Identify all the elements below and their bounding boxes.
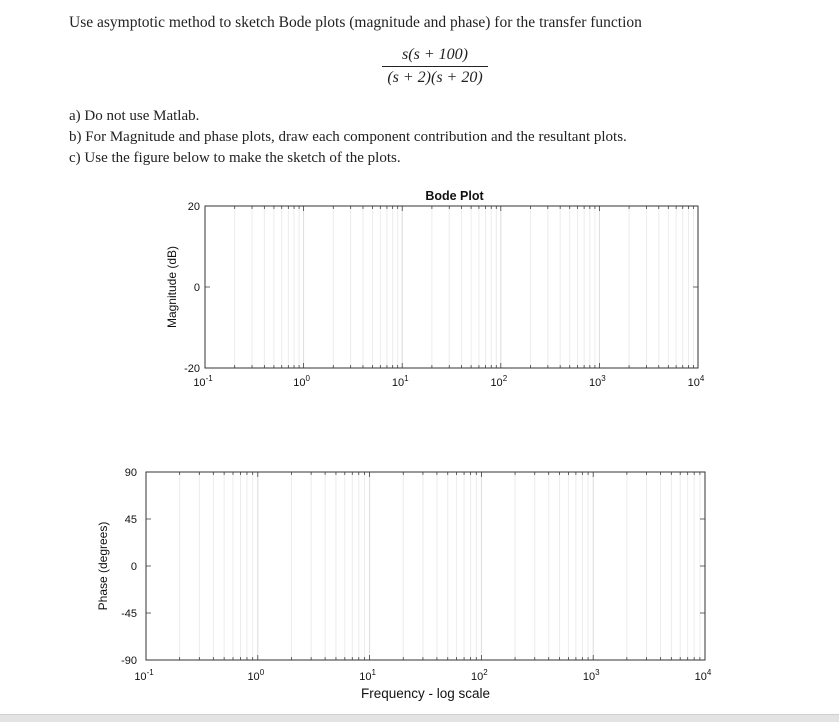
mag-axes-box (205, 206, 698, 368)
part-a: a) Do not use Matlab. (69, 108, 200, 124)
mag-x-tick-label: $10^4$ (687, 374, 705, 389)
phase-y-tick-label: 90 (124, 467, 137, 479)
tf-denominator: (s + 2)(s + 20) (387, 69, 483, 86)
mag-plot (165, 189, 705, 389)
mag-x-tick-label: $10^1$ (391, 374, 409, 389)
phase-x-tick-label: $10^1$ (359, 668, 376, 683)
phase-plot (96, 467, 712, 701)
phase-y-tick-label: 0 (130, 561, 137, 573)
question-prompt: Use asymptotic method to sketch Bode plots (magnitude and phase) for the transfer function (69, 14, 642, 31)
part-c: c) Use the figure below to make the sketch of the plots. (69, 150, 401, 166)
phase-y-tick-label: -90 (121, 655, 137, 667)
tf-numerator: s(s + 100) (402, 46, 468, 63)
phase-x-tick-label: $10^{-1}$ (134, 668, 154, 683)
mag-y-axis-label: Magnitude (dB) (165, 245, 179, 329)
phase-y-axis-label: Phase (degrees) (96, 521, 110, 611)
mag-y-tick-label: -20 (184, 363, 200, 375)
phase-axes-box (146, 472, 705, 660)
phase-x-tick-label: $10^2$ (471, 668, 488, 683)
mag-x-tick-label: $10^3$ (589, 374, 606, 389)
mag-y-tick-label: 0 (193, 282, 200, 294)
x-axis-label: Frequency - log scale (360, 686, 491, 701)
chart-title: Bode Plot (425, 189, 484, 203)
phase-y-tick-label: 45 (124, 514, 137, 526)
phase-x-tick-label: $10^4$ (694, 668, 712, 683)
mag-x-tick-label: $10^2$ (490, 374, 508, 389)
phase-x-tick-label: $10^0$ (247, 668, 265, 683)
mag-x-tick-label: $10^{-1}$ (193, 374, 213, 389)
phase-y-tick-label: -45 (121, 608, 137, 620)
mag-x-tick-label: $10^0$ (293, 374, 310, 389)
phase-x-tick-label: $10^3$ (582, 668, 600, 683)
part-b: b) For Magnitude and phase plots, draw each component contribution and the resultant plots. (69, 129, 627, 145)
mag-y-tick-label: 20 (187, 201, 200, 213)
